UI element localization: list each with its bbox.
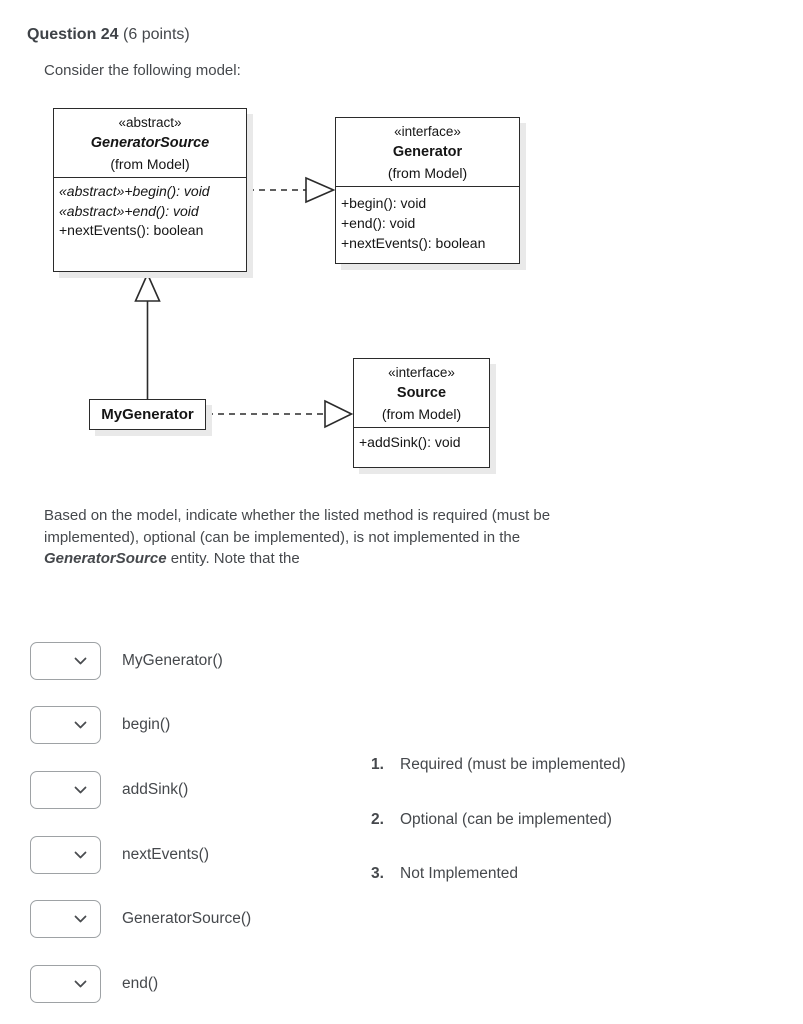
prompt-line-rest: entity. Note that the xyxy=(166,550,300,567)
option-label: Required (must be implemented) xyxy=(400,756,626,773)
question-points: (6 points) xyxy=(123,26,190,43)
option-number: 2. xyxy=(371,811,384,828)
uml-method: +nextEvents(): boolean xyxy=(59,222,204,238)
interface-name: Source xyxy=(396,385,447,401)
chevron-down-icon xyxy=(74,721,87,729)
answer-label: nextEvents() xyxy=(122,846,210,863)
option-label: Optional (can be implemented) xyxy=(400,811,612,828)
class-name: GeneratorSource xyxy=(90,135,210,151)
answer-label: end() xyxy=(122,975,159,992)
answer-select-generatorsource[interactable] xyxy=(30,900,101,938)
answer-label: MyGenerator() xyxy=(122,652,223,669)
answer-row-nextevents xyxy=(30,836,209,874)
uml-interface-generator xyxy=(335,117,520,264)
answer-select-addsink[interactable] xyxy=(30,771,101,809)
realization-arrow-generator xyxy=(248,178,334,202)
answer-label: GeneratorSource() xyxy=(122,910,252,927)
answer-select-mygenerator[interactable] xyxy=(30,642,101,680)
uml-method: +begin(): void xyxy=(341,195,427,211)
question-header xyxy=(27,26,190,44)
uml-class-mygenerator xyxy=(89,399,206,430)
generalization-arrow-generatorsource xyxy=(136,274,160,399)
uml-interface-generator-header xyxy=(336,118,519,187)
uml-method: «abstract»+begin(): void xyxy=(59,183,210,199)
chevron-down-icon xyxy=(74,657,87,665)
answer-row-begin xyxy=(30,706,170,744)
answer-row-end xyxy=(30,965,158,1003)
stereotype-label: «interface» xyxy=(388,365,455,380)
option-number: 1. xyxy=(371,756,384,773)
uml-interface-generator-methods xyxy=(336,187,519,257)
answer-select-nextevents[interactable] xyxy=(30,836,101,874)
uml-method: +nextEvents(): boolean xyxy=(341,235,486,251)
question-title: Question 24 xyxy=(27,26,119,43)
option-number: 3. xyxy=(371,865,384,882)
uml-method: +addSink(): void xyxy=(359,434,461,450)
stereotype-label: «abstract» xyxy=(118,115,182,130)
uml-class-generatorsource-methods xyxy=(54,178,246,245)
prompt-line xyxy=(44,548,550,570)
from-model-label: (from Model) xyxy=(110,156,190,172)
chevron-down-icon xyxy=(74,980,87,988)
answer-select-end[interactable] xyxy=(30,965,101,1003)
answer-row-addsink xyxy=(30,771,188,809)
uml-method: «abstract»+end(): void xyxy=(59,202,199,219)
prompt-emphasis: GeneratorSource xyxy=(44,550,167,567)
stereotype-label: «interface» xyxy=(394,124,461,139)
answer-row-mygenerator xyxy=(30,642,223,680)
question-intro: Consider the following model: xyxy=(44,62,241,79)
prompt-line: Based on the model, indicate whether the listed method is required (must be xyxy=(44,507,551,524)
option-item-required xyxy=(371,756,626,774)
uml-class-generatorsource xyxy=(53,108,247,272)
chevron-down-icon xyxy=(74,786,87,794)
chevron-down-icon xyxy=(74,915,87,923)
option-item-not-implemented xyxy=(371,865,518,883)
class-name: MyGenerator xyxy=(101,406,194,423)
answer-select-begin[interactable] xyxy=(30,706,101,744)
answer-label: begin() xyxy=(122,716,171,733)
question-prompt xyxy=(44,505,550,570)
uml-class-generatorsource-header xyxy=(54,109,246,178)
uml-interface-source xyxy=(353,358,490,468)
interface-name: Generator xyxy=(392,144,463,160)
option-label: Not Implemented xyxy=(400,865,519,882)
answer-label: addSink() xyxy=(122,781,189,798)
answer-row-generatorsource xyxy=(30,900,251,938)
chevron-down-icon xyxy=(74,851,87,859)
realization-arrow-source xyxy=(207,401,352,427)
from-model-label: (from Model) xyxy=(381,406,462,422)
uml-interface-source-methods xyxy=(354,428,489,457)
uml-method: +end(): void xyxy=(341,215,416,231)
option-item-optional xyxy=(371,811,612,829)
prompt-line: implemented), optional (can be implemented), is not implemented in the xyxy=(44,528,521,546)
uml-interface-source-header xyxy=(354,359,489,428)
from-model-label: (from Model) xyxy=(387,165,468,181)
